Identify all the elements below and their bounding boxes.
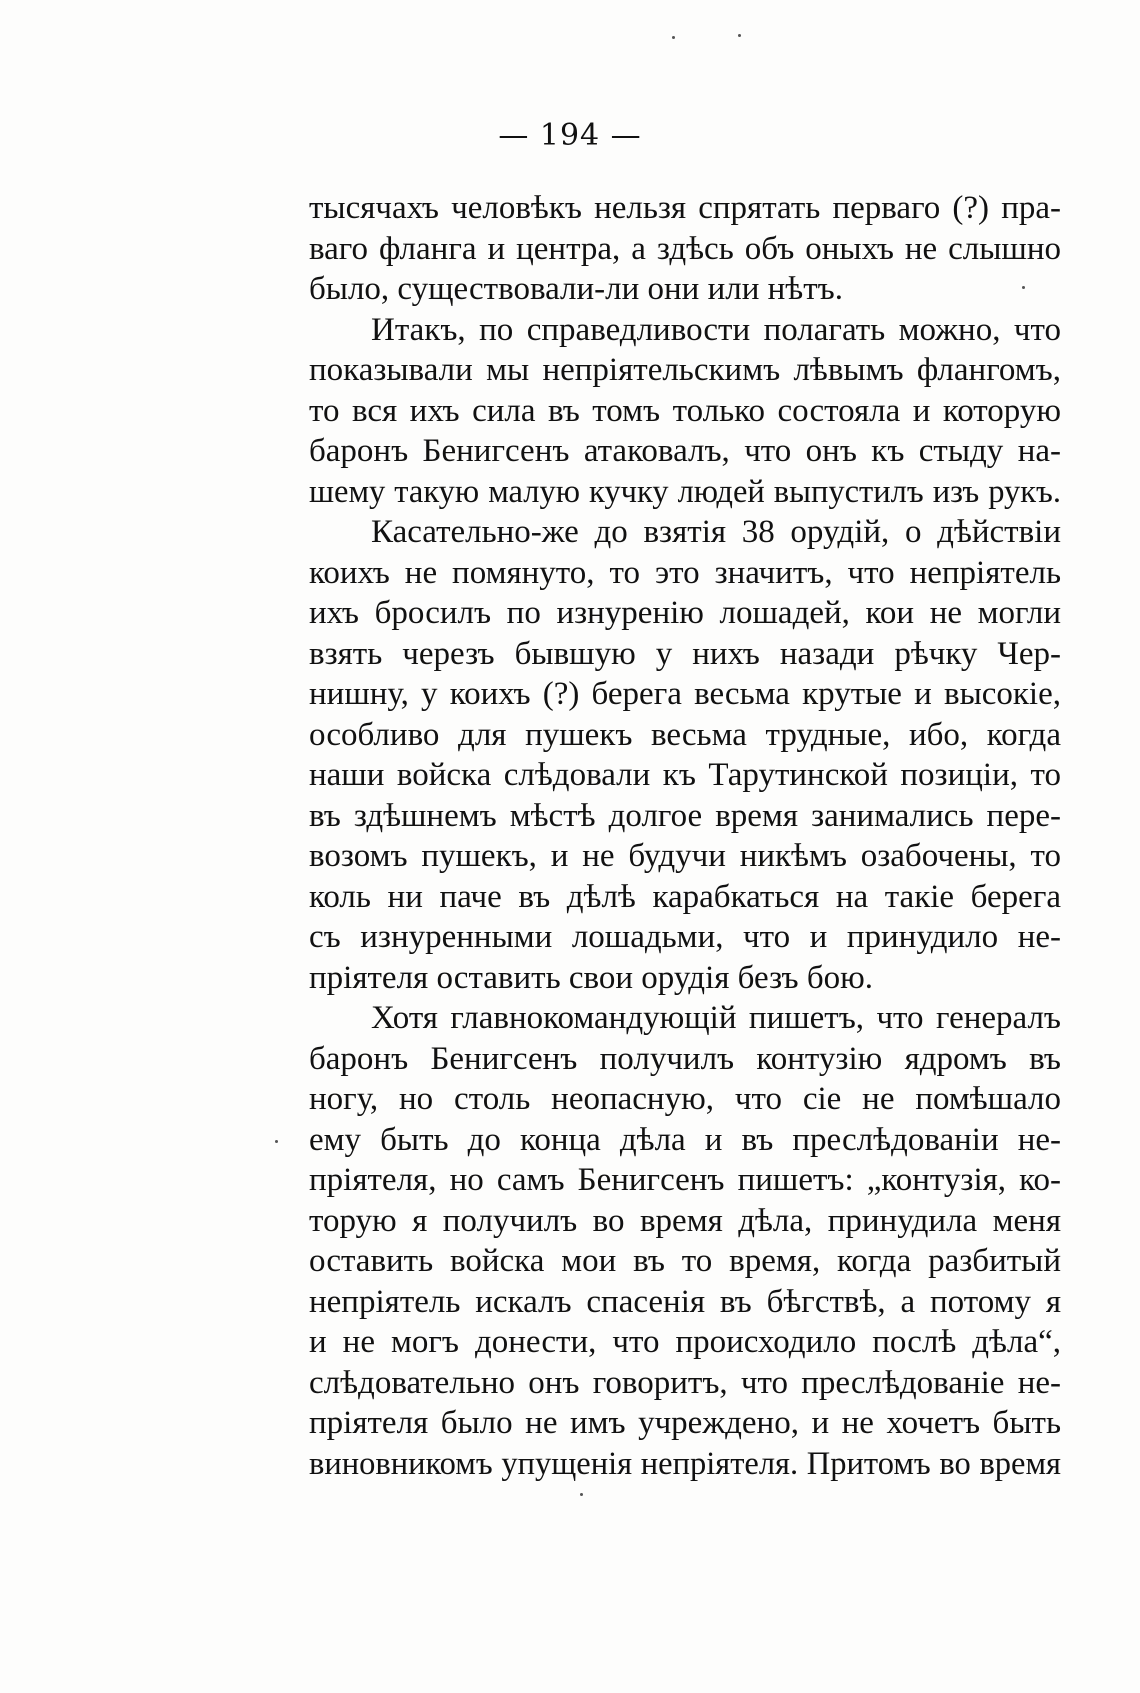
- text-line: показывали мы непріятельскимъ лѣвымъ флангомъ,: [309, 352, 1061, 388]
- text-line: особливо для пушекъ весьма трудные, ибо, когда: [309, 716, 1061, 753]
- text-line: шему такую малую кучку людей выпустилъ изъ рукъ.: [309, 473, 1061, 510]
- text-line: коихъ не помянуто, то это значитъ, что непріятель: [309, 554, 1061, 591]
- scan-speck: [738, 34, 741, 37]
- scan-speck: [672, 36, 675, 39]
- text-line: слѣдовательно онъ говоритъ, что преслѣдованіе не-: [309, 1364, 1061, 1401]
- text-line: баронъ Бенигсенъ получилъ контузію ядромъ въ: [309, 1040, 1061, 1077]
- text-line: непріятель искалъ спасенія въ бѣгствѣ, а потому я: [309, 1283, 1061, 1320]
- text-line: тысячахъ человѣкъ нельзя спрятать перваго (?) пра-: [309, 190, 1061, 226]
- text-line: ваго фланга и центра, а здѣсь объ оныхъ не слышно: [309, 230, 1061, 267]
- text-line: баронъ Бенигсенъ атаковалъ, что онъ къ стыду на-: [309, 433, 1061, 469]
- text-line: взять черезъ бывшую у нихъ назади рѣчку Чер-: [309, 635, 1061, 672]
- page-number: — 194 —: [498, 118, 642, 153]
- text-line: пріятеля оставить свои орудія безъ бою.: [309, 959, 874, 996]
- text-line: и не могъ донести, что происходило послѣ дѣла“,: [309, 1324, 1061, 1360]
- text-line: оставить войска мои въ то время, когда разбитый: [309, 1243, 1061, 1279]
- text-line: то вся ихъ сила въ томъ только состояла и которую: [309, 392, 1061, 429]
- body-text: [309, 188, 1061, 1484]
- text-line: коль ни паче въ дѣлѣ карабкаться на такіе берега: [309, 878, 1061, 915]
- text-line: ему быть до конца дѣла и въ преслѣдованіи не-: [309, 1121, 1061, 1158]
- text-line: Касательно-же до взятія 38 орудій, о дѣйствіи: [371, 514, 1061, 550]
- text-line: въ здѣшнемъ мѣстѣ долгое время занимались пере-: [309, 797, 1061, 834]
- scan-speck: [275, 1140, 278, 1143]
- text-line: пріятеля было не имъ учреждено, и не хочетъ быть: [309, 1405, 1061, 1441]
- text-line: было, существовали-ли они или нѣтъ.: [309, 271, 843, 307]
- text-line: Итакъ, по справедливости полагать можно, что: [371, 311, 1061, 348]
- text-line: нишну, у коихъ (?) берега весьма крутые и высокіе,: [309, 676, 1061, 712]
- text-line: съ изнуренными лошадьми, что и принудило не-: [309, 919, 1061, 955]
- text-line: виновникомъ упущенія непріятеля. Притомъ во время: [309, 1445, 1061, 1482]
- text-line: торую я получилъ во время дѣла, принудила меня: [309, 1202, 1061, 1239]
- text-line: ногу, но столь неопасную, что сіе не помѣшало: [309, 1081, 1061, 1117]
- scan-speck: [1022, 286, 1025, 289]
- text-line: Хотя главнокомандующій пишетъ, что генералъ: [371, 1000, 1061, 1036]
- text-line: пріятеля, но самъ Бенигсенъ пишетъ: „контузія, ко-: [309, 1162, 1061, 1198]
- scan-speck: [580, 1493, 583, 1496]
- text-line: возомъ пушекъ, и не будучи никѣмъ озабочены, то: [309, 838, 1061, 874]
- text-line: наши войска слѣдовали къ Тарутинской позиціи, то: [309, 757, 1061, 793]
- text-line: ихъ бросилъ по изнуренію лошадей, кои не могли: [309, 595, 1061, 631]
